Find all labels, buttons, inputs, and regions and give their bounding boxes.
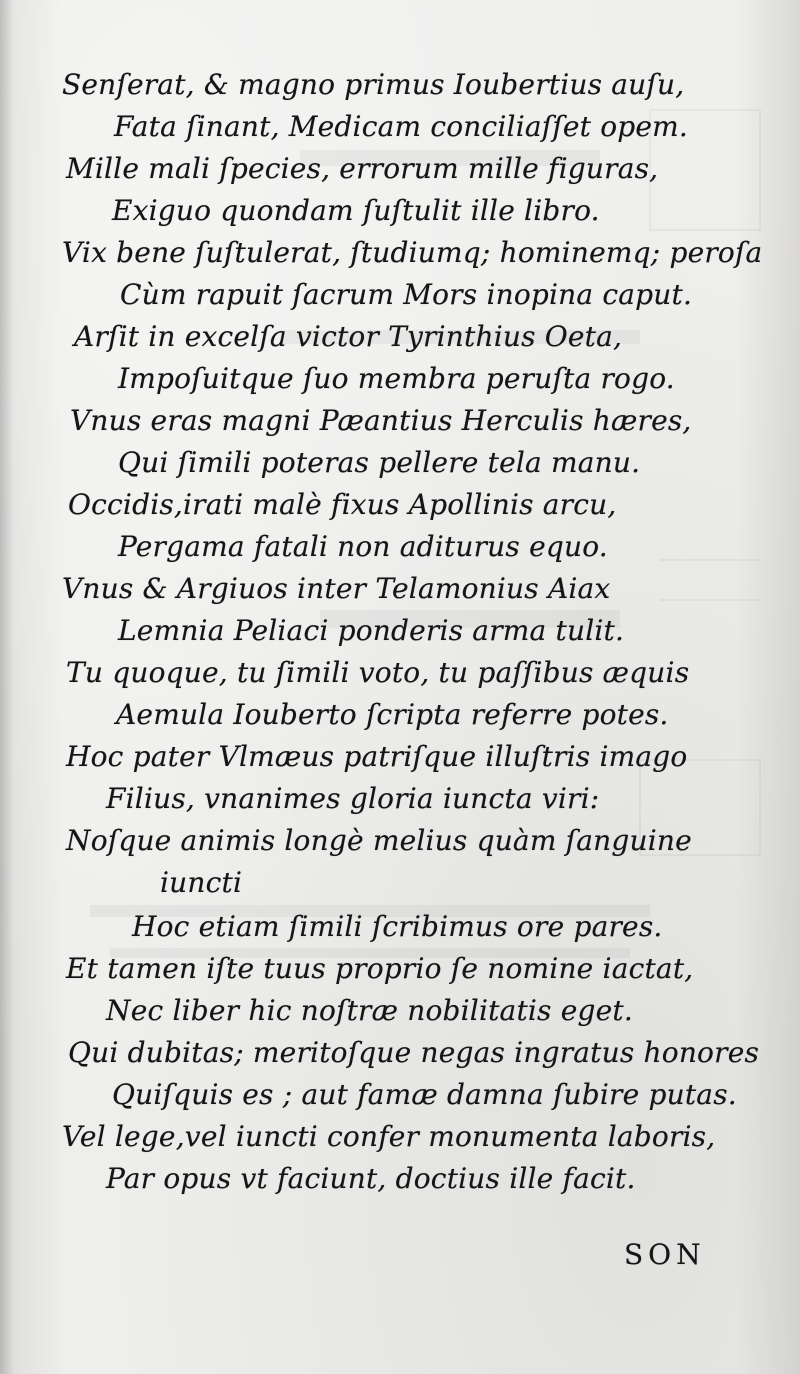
verse-line: Vix bene ſuſtulerat, ſtudiumq; hominemq; peroſa xyxy=(62,236,763,269)
verse-line: Hoc etiam ſimili ſcribimus ore pares. xyxy=(132,910,663,943)
verse-line: Par opus vt faciunt, doctius ille facit. xyxy=(106,1162,636,1195)
verse-line: Vnus & Argiuos inter Telamonius Aiax xyxy=(62,572,611,605)
verse-line: Vel lege,vel iuncti confer monumenta laboris, xyxy=(62,1120,716,1153)
verse-line: Arſit in excelſa victor Tyrinthius Oeta, xyxy=(74,320,623,353)
verse-line: iuncti xyxy=(160,866,243,899)
verse-line: Qui ſimili poteras pellere tela manu. xyxy=(118,446,641,479)
verse-line: Et tamen iſte tuus proprio ſe nomine iactat, xyxy=(66,952,694,985)
page-gutter-shadow xyxy=(0,0,14,1374)
verse-line: Hoc pater Vlmæus patriſque illuſtris imago xyxy=(66,740,688,773)
verse-line: Qui dubitas; meritoſque negas ingratus honores xyxy=(68,1036,760,1069)
verse-line: Pergama fatali non aditurus equo. xyxy=(118,530,608,563)
verse-line: Tu quoque, tu ſimili voto, tu paſſibus æquis xyxy=(66,656,690,689)
verse-line: Vnus eras magni Pæantius Herculis hæres, xyxy=(70,404,692,437)
catchword: SON xyxy=(624,1238,706,1271)
verse-line: Nec liber hic noſtræ nobilitatis eget. xyxy=(106,994,633,1027)
verse-line: Exiguo quondam ſuſtulit ille libro. xyxy=(112,194,600,227)
verse-line: Cùm rapuit ſacrum Mors inopina caput. xyxy=(120,278,693,311)
verse-line: Mille mali ſpecies, errorum mille figuras, xyxy=(66,152,659,185)
verse-line: Impoſuitque ſuo membra peruſta rogo. xyxy=(118,362,675,395)
verse-line: Fata ſinant, Medicam conciliaſſet opem. xyxy=(114,110,689,143)
verse-line: Filius, vnanimes gloria iuncta viri: xyxy=(106,782,600,815)
verse-line: Quiſquis es ; aut famæ damna ſubire putas. xyxy=(112,1078,737,1111)
verse-line: Aemula Iouberto ſcripta referre potes. xyxy=(116,698,669,731)
verse-line: Lemnia Peliaci ponderis arma tulit. xyxy=(118,614,625,647)
verse-line: Occidis,irati malè fixus Apollinis arcu, xyxy=(68,488,617,521)
verse-line: Senſerat, & magno primus Ioubertius auſu, xyxy=(62,68,685,101)
verse-line: Noſque animis longè melius quàm ſanguine xyxy=(66,824,692,857)
